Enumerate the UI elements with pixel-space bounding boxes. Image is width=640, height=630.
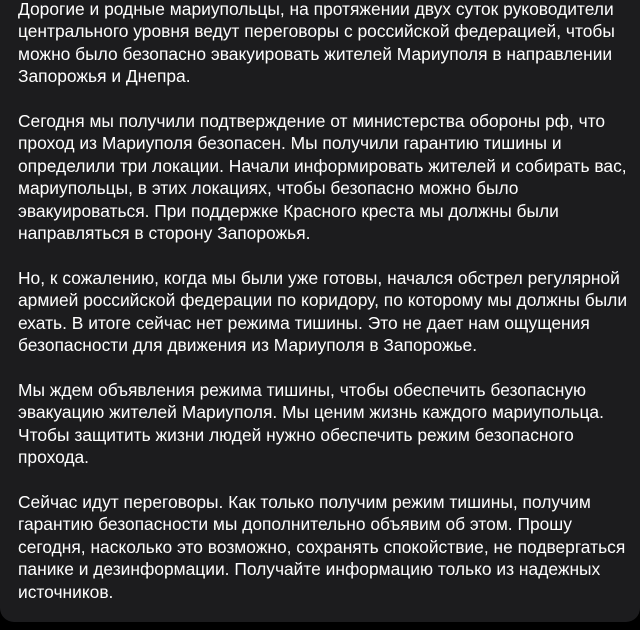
message-paragraph-2: Сегодня мы получили подтверждение от министерства обороны рф, что проход из Мариуполя безопасен. Мы получили гарантию тишины и определили три локации. Начали информировать жителей и собирать вас, мариупольцы, в этих локациях, чтобы безопасно можно было эвакуироваться. При поддержке Красного креста мы должны были направляться в сторону Запорожья. [18,111,627,244]
message-paragraph-3: Но, к сожалению, когда мы были уже готовы, начался обстрел регулярной армией российской федерации по коридору, по которому мы должны были ехать. В итоге сейчас нет режима тишины. Это не дает нам ощущения безопасности для движения из Мариуполя в Запорожье. [18,267,628,356]
message-paragraph-1: Дорогие и родные мариупольцы, на протяжении двух суток руководители центрального уровня ведут переговоры с российской федерацией, чтобы можно было безопасно эвакуировать жителей Мариуполя в направлении Запорожья и Днепра. [18,0,615,87]
message-paragraph-4: Мы ждем объявления режима тишины, чтобы обеспечить безопасную эвакуацию жителей Мариуполя. Мы ценим жизнь каждого мариупольца. Чтобы защитить жизни людей нужно обеспечить режим безопасного прохода. [18,379,604,468]
message-text [18,0,630,603]
message-paragraph-5: Сейчас идут переговоры. Как только получим режим тишины, получим гарантию безопасности мы дополнительно объявим об этом. Прошу сегодня, насколько это возможно, сохранять спокойствие, не подвергаться панике и дезинформации. Получайте информацию только из надежных источников. [18,491,626,602]
